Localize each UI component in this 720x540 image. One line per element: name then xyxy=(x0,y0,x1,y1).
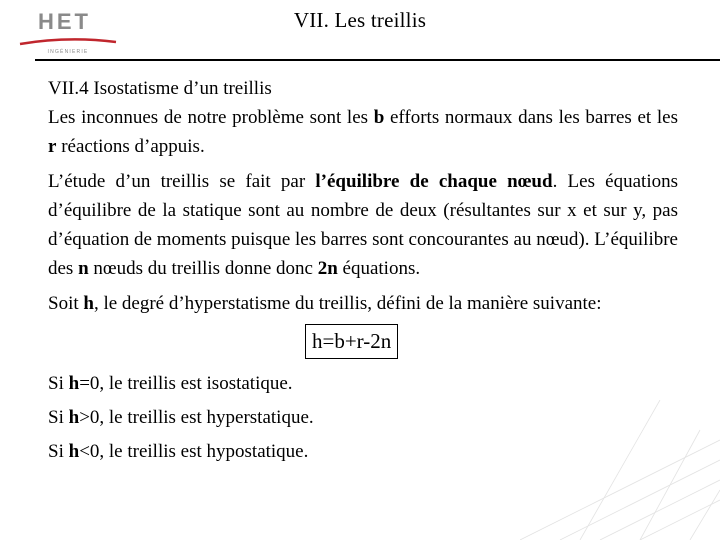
text-run: équations. xyxy=(337,258,421,279)
text-run: Si xyxy=(48,373,69,394)
text-run: Si xyxy=(48,441,69,462)
bold-term: h xyxy=(68,407,80,428)
bold-term: l’équilibre de chaque nœud xyxy=(315,171,553,192)
text-run: , le degré d’hyperstatisme du treillis, défini de la manière suivante: xyxy=(93,293,602,314)
background-decoration xyxy=(520,400,720,540)
paragraph-equilibrium xyxy=(48,167,678,283)
paragraph-definition xyxy=(48,289,678,318)
text-run: efforts normaux dans les barres et les xyxy=(384,107,678,128)
text-run: >0, le treillis est hyperstatique. xyxy=(79,407,314,428)
bold-term: h xyxy=(68,441,80,462)
bold-term: r xyxy=(48,136,57,157)
formula-container xyxy=(48,322,678,362)
paragraph-unknowns xyxy=(48,103,678,161)
text-run: Si xyxy=(48,407,69,428)
title-rule xyxy=(35,59,720,61)
logo-swoosh xyxy=(20,39,116,44)
text-run: nœuds du treillis donne donc xyxy=(88,258,318,279)
text-run: . Les équations d’équilibre de la statique sont au nombre de deux (résultantes sur x et sur y, pas d’équation de moments puisque les barres sont concourantes au nœud). L’équilibre des xyxy=(48,171,678,279)
bold-term: h xyxy=(83,293,94,314)
text-run: Soit xyxy=(48,293,84,314)
hyperstatism-formula: h=b+r-2n xyxy=(305,324,398,359)
logo-text: HET xyxy=(38,9,91,34)
case-isostatic xyxy=(48,370,678,398)
text-run: <0, le treillis est hypostatique. xyxy=(79,441,309,462)
text-run: L’étude d’un treillis se fait par xyxy=(48,171,316,192)
text-run: =0, le treillis est isostatique. xyxy=(79,373,293,394)
bold-term: n xyxy=(78,258,89,279)
text-run: réactions d’appuis. xyxy=(56,136,205,157)
bold-term: 2n xyxy=(317,258,338,279)
section-title: VII.4 Isostatisme d’un treillis xyxy=(48,78,272,99)
logo-subtext: INGÉNIERIE xyxy=(47,49,89,55)
bold-term: b xyxy=(373,107,385,128)
text-run: Les inconnues de notre problème sont les xyxy=(48,107,374,128)
bold-term: h xyxy=(68,373,80,394)
slide-title: VII. Les treillis xyxy=(293,8,427,32)
